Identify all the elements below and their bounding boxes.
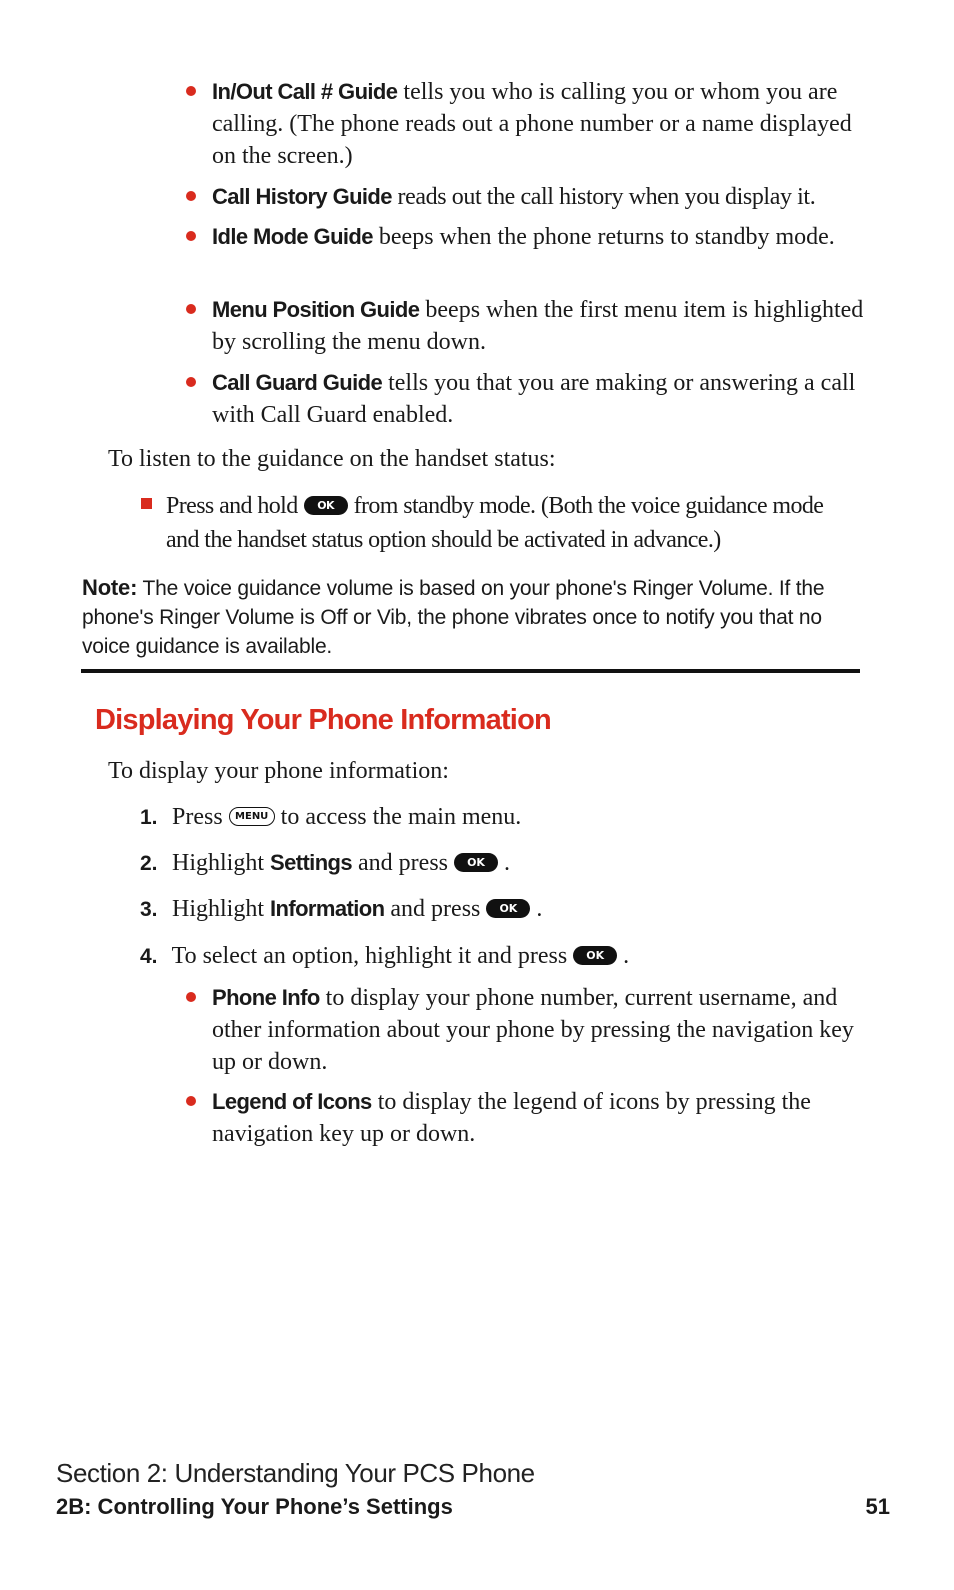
step-1: 1. Press MENU to access the main menu. <box>140 804 522 830</box>
bullet-dot-icon <box>186 304 196 314</box>
footer-section-title: Section 2: Understanding Your PCS Phone <box>56 1458 535 1488</box>
bullet-menu-position-guide: Menu Position Guide beeps when the first menu item is highlighted by scrolling the menu down. <box>186 294 866 358</box>
ok-key-icon: OK <box>573 946 617 965</box>
ok-key-icon: OK <box>486 899 530 918</box>
bullet-phone-info: Phone Info to display your phone number, current username, and other information about your phone by pressing the navigation key up or down. <box>186 982 866 1078</box>
square-bullet-icon <box>141 498 152 509</box>
bullet-dot-icon <box>186 86 196 96</box>
step-4: 4. To select an option, highlight it and press OK . <box>140 943 630 969</box>
step-3: 3. Highlight Information and press OK . <box>140 896 543 922</box>
bullet-idle-mode-guide: Idle Mode Guide beeps when the phone returns to standby mode. <box>186 221 866 253</box>
bullet-in-out-call-guide: In/Out Call # Guide tells you who is calling you or whom you are calling. (The phone reads out a phone number or a name displayed on the screen.) <box>186 76 866 172</box>
menu-key-icon: MENU <box>229 807 275 826</box>
press-hold-item: Press and hold OK from standby mode. (Both the voice guidance mode and the handset status option should be activated in advance.) <box>141 489 861 557</box>
bullet-dot-icon <box>186 191 196 201</box>
divider <box>81 669 860 673</box>
footer-chapter-title: 2B: Controlling Your Phone’s Settings <box>56 1494 453 1519</box>
section-heading: Displaying Your Phone Information <box>95 704 551 736</box>
note-block <box>82 573 860 661</box>
bullet-dot-icon <box>186 1096 196 1106</box>
note-label: Note: <box>82 575 138 600</box>
note-text: The voice guidance volume is based on your phone's Ringer Volume. If the phone's Ringer Volume is Off or Vib, the phone vibrates once to notify you that no voice guidance is available. <box>82 577 825 658</box>
bullet-dot-icon <box>186 231 196 241</box>
listen-intro: To listen to the guidance on the handset status: <box>108 446 556 472</box>
bullet-dot-icon <box>186 377 196 387</box>
bullet-dot-icon <box>186 992 196 1002</box>
ok-key-icon: OK <box>304 496 348 515</box>
step-2: 2. Highlight Settings and press OK . <box>140 850 510 876</box>
page-number: 51 <box>865 1494 890 1519</box>
display-intro: To display your phone information: <box>108 758 449 784</box>
bullet-call-history-guide: Call History Guide reads out the call history when you display it. <box>186 181 866 213</box>
bullet-call-guard-guide: Call Guard Guide tells you that you are making or answering a call with Call Guard enabled. <box>186 367 866 431</box>
ok-key-icon: OK <box>454 853 498 872</box>
bullet-legend-of-icons: Legend of Icons to display the legend of icons by pressing the navigation key up or down. <box>186 1086 866 1150</box>
